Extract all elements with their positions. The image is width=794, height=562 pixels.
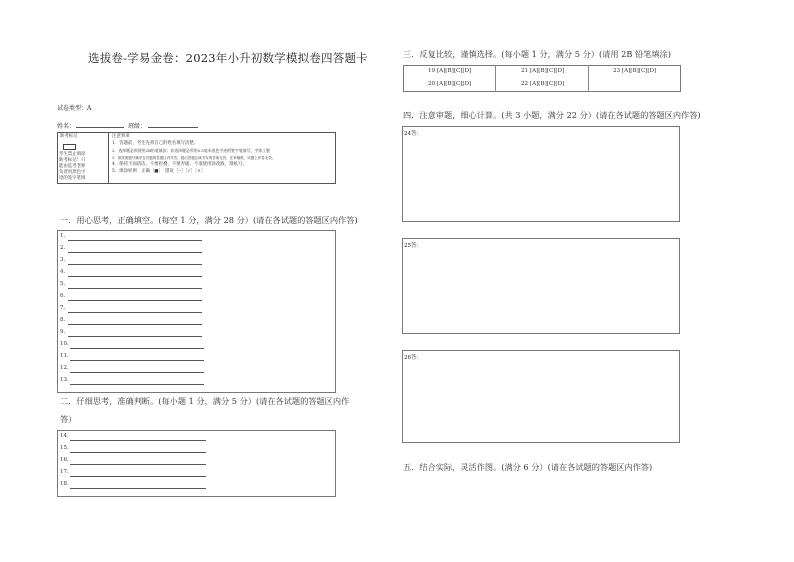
- section2-heading-line1: 二．仔细思考，准确判断。(每小题 1 分，满分 5 分）(请在各试题的答题区内作: [60, 396, 350, 406]
- answer-line-14[interactable]: [70, 440, 206, 441]
- item-label-12: 12.: [60, 365, 69, 371]
- answer-line-1[interactable]: [68, 240, 202, 241]
- answer-line-18[interactable]: [70, 488, 206, 489]
- name-label: 姓名：: [57, 123, 76, 130]
- item-label-16: 16.: [60, 457, 69, 463]
- item-label-11: 11.: [60, 353, 69, 359]
- answer-line-7[interactable]: [68, 312, 202, 313]
- class-field[interactable]: [148, 127, 198, 128]
- section3-column-divider-2: [588, 65, 589, 92]
- notice-line-3: 3．请按照题号顺序在各题的答题区内作答，超出答题区域书写的答案无效，在草稿纸、试题上作答无效。: [112, 156, 276, 160]
- item-label-17: 17.: [60, 469, 69, 475]
- notice-line-5: 5．填涂样例 正确［■］ 错误［--］［√］［×］: [112, 169, 206, 174]
- item-label-10: 10.: [60, 341, 69, 347]
- choice-22[interactable]: 22 [A][B][C][D]: [521, 81, 565, 87]
- answer-line-2[interactable]: [68, 252, 202, 253]
- paper-type-label: 试卷类型：A: [57, 105, 92, 112]
- class-label: 班级：: [128, 123, 147, 130]
- notice-line-2: 2．选择题必须使用2B铅笔填涂；非选择题必须用0.5毫米黑色字迹的签字笔填写，字体工整: [112, 148, 270, 153]
- choice-20[interactable]: 20 [A][B][C][D]: [428, 81, 472, 87]
- absence-mark-checkbox[interactable]: [63, 144, 76, 150]
- section3-heading: 三．反复比较，谨慎选择。(每小题 1 分，满分 5 分）(请用 2B 铅笔填涂): [403, 49, 671, 59]
- section5-heading: 五．结合实际，灵活作图。(满分 6 分）(请在各试题的答题区内作答): [403, 462, 653, 472]
- answer-line-3[interactable]: [68, 264, 202, 265]
- item-label-2: 2.: [60, 245, 66, 251]
- answer-line-13[interactable]: [70, 384, 204, 385]
- section2-heading-line2: 答）: [60, 414, 77, 424]
- answer-line-5[interactable]: [68, 288, 202, 289]
- section3-column-divider-1: [495, 65, 496, 92]
- answer-box-24[interactable]: [402, 126, 680, 222]
- absence-note-5: 迹的签字笔填: [59, 176, 86, 181]
- answer-line-16[interactable]: [70, 464, 206, 465]
- section4-heading: 四．注意审题，细心计算。(共 3 小题，满分 22 分）(请在各试题的答题区内作答): [403, 110, 701, 120]
- absence-note-2: 缺考标记！只: [59, 158, 86, 163]
- notice-line-1: 1．答题前，考生先将自己的姓名填写清楚。: [112, 141, 199, 146]
- answer-line-10[interactable]: [70, 348, 204, 349]
- absence-mark-title: 缺考标记: [60, 134, 78, 139]
- item-label-13: 13.: [60, 377, 69, 383]
- item-label-3: 3.: [60, 257, 66, 263]
- absence-note-3: 能由监考老师: [59, 164, 86, 169]
- answer-line-12[interactable]: [70, 372, 204, 373]
- item-label-1: 1.: [60, 233, 66, 239]
- answer-box-26[interactable]: [402, 350, 680, 443]
- item-label-4: 4.: [60, 269, 66, 275]
- item-label-8: 8.: [60, 317, 66, 323]
- answer-line-6[interactable]: [68, 300, 202, 301]
- item-label-15: 15.: [60, 445, 69, 451]
- name-field[interactable]: [76, 127, 124, 128]
- choice-19[interactable]: 19 [A][B][C][D]: [428, 68, 472, 74]
- absence-note-1: 考生禁止填涂: [59, 152, 86, 157]
- page-title: 选拔卷-学易金卷：2023年小升初数学模拟卷四答题卡: [88, 51, 368, 65]
- answer-line-15[interactable]: [70, 452, 206, 453]
- answer-label-26: 26答：: [404, 355, 422, 361]
- answer-box-25[interactable]: [402, 238, 680, 334]
- notice-line-4: 4．保持卡面清洁，不要折叠，不要弄破，不准使用涂改液，刮纸刀。: [112, 162, 247, 167]
- answer-line-8[interactable]: [68, 324, 202, 325]
- notice-title: 注意事项: [112, 134, 130, 139]
- absence-note-4: 负责用黑色字: [59, 170, 86, 175]
- item-label-5: 5.: [60, 281, 66, 287]
- answer-line-4[interactable]: [68, 276, 202, 277]
- item-label-7: 7.: [60, 305, 66, 311]
- choice-21[interactable]: 21 [A][B][C][D]: [521, 68, 565, 74]
- answer-line-9[interactable]: [68, 336, 202, 337]
- item-label-9: 9.: [60, 329, 66, 335]
- item-label-18: 18.: [60, 481, 69, 487]
- item-label-14: 14.: [60, 433, 69, 439]
- answer-label-25: 25答：: [404, 243, 422, 249]
- answer-label-24: 24答：: [404, 131, 422, 137]
- section1-heading: 一．用心思考，正确填空。(每空 1 分，满分 28 分）(请在各试题的答题区内作答): [60, 215, 358, 225]
- answer-line-11[interactable]: [70, 360, 204, 361]
- item-label-6: 6.: [60, 293, 66, 299]
- choice-23[interactable]: 23 [A][B][C][D]: [613, 68, 657, 74]
- answer-line-17[interactable]: [70, 476, 206, 477]
